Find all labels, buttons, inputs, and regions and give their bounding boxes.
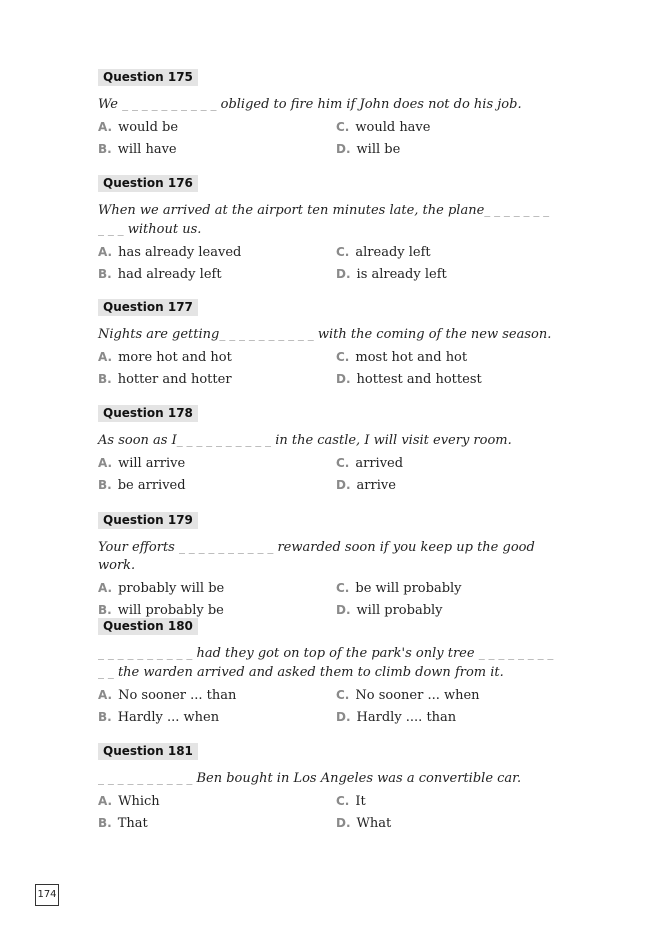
answer-option[interactable]: [98, 792, 160, 811]
option-text: already left: [355, 245, 431, 260]
option-text: It: [355, 794, 366, 809]
option-text: No sooner ... when: [355, 688, 480, 703]
answer-option[interactable]: [336, 792, 366, 811]
answer-option[interactable]: [98, 140, 177, 159]
option-text: will probably: [356, 603, 443, 618]
answer-option[interactable]: [336, 348, 467, 367]
option-text: No sooner ... than: [118, 688, 237, 703]
answer-blank: _ _ _ _ _ _ _ _ _ _: [98, 646, 193, 660]
question-block: [98, 172, 558, 287]
page-number: 174: [35, 884, 59, 906]
option-letter: A.: [98, 794, 113, 808]
question-label: Question 177: [98, 299, 198, 316]
option-text: be will probably: [355, 581, 462, 596]
option-text: will arrive: [118, 456, 186, 471]
option-letter: C.: [336, 581, 350, 595]
answer-option[interactable]: [336, 370, 482, 389]
answer-blank: _ _ _ _ _ _ _ _ _ _: [219, 327, 314, 341]
option-letter: D.: [336, 372, 351, 386]
option-text: had already left: [117, 267, 222, 282]
option-text: be arrived: [117, 478, 186, 493]
question-block: [98, 740, 558, 836]
option-text: What: [356, 816, 392, 831]
option-letter: A.: [98, 581, 113, 595]
option-letter: C.: [336, 688, 350, 702]
option-letter: A.: [98, 120, 113, 134]
stem-text: We: [98, 97, 123, 112]
option-text: more hot and hot: [118, 350, 232, 365]
answer-option[interactable]: [336, 814, 391, 833]
stem-text: without us.: [123, 222, 202, 237]
answer-blank: _ _ _ _ _ _ _ _ _ _: [122, 97, 217, 111]
option-text: would have: [355, 120, 431, 135]
answer-option[interactable]: [336, 118, 430, 137]
option-letter: A.: [98, 456, 113, 470]
option-text: Hardly .... than: [356, 710, 457, 725]
question-stem: [98, 538, 558, 575]
answer-options: [98, 686, 558, 730]
answer-option[interactable]: [98, 243, 241, 262]
option-letter: B.: [98, 478, 112, 492]
option-letter: D.: [336, 478, 351, 492]
question-stem: [98, 325, 558, 344]
stem-text: rewarded soon if you keep up the good work.: [98, 540, 535, 573]
stem-text: When we arrived at the airport ten minutes late, the plane: [98, 203, 485, 218]
stem-text: obliged to fire him if John does not do his job.: [216, 97, 522, 112]
question-label: Question 179: [98, 512, 198, 529]
answer-option[interactable]: [98, 476, 186, 495]
answer-option[interactable]: [336, 476, 396, 495]
question-stem: [98, 95, 558, 114]
answer-option[interactable]: [98, 686, 236, 705]
answer-options: [98, 348, 558, 392]
option-text: will have: [117, 142, 177, 157]
option-letter: A.: [98, 245, 113, 259]
answer-options: [98, 118, 558, 162]
answer-blank: _ _ _ _ _ _ _ _ _ _: [176, 433, 272, 447]
answer-option[interactable]: [336, 243, 431, 262]
question-stem: [98, 201, 558, 239]
option-text: Hardly ... when: [117, 710, 220, 725]
stem-text: Your efforts: [98, 540, 179, 555]
answer-option[interactable]: [98, 265, 222, 284]
stem-text: with the coming of the new season.: [313, 327, 552, 342]
option-letter: B.: [98, 372, 112, 386]
option-text: will probably be: [117, 603, 224, 618]
answer-blank: _ _ _ _ _ _ _ _ _ _: [178, 540, 274, 554]
option-letter: B.: [98, 267, 112, 281]
option-letter: C.: [336, 456, 350, 470]
stem-text: in the castle, I will visit every room.: [271, 433, 512, 448]
option-text: will be: [356, 142, 401, 157]
question-stem: [98, 431, 558, 450]
answer-option[interactable]: [98, 348, 232, 367]
answer-option[interactable]: [98, 454, 185, 473]
option-letter: B.: [98, 142, 112, 156]
question-block: [98, 296, 558, 392]
answer-option[interactable]: [336, 708, 456, 727]
option-letter: B.: [98, 603, 112, 617]
option-letter: B.: [98, 816, 112, 830]
answer-option[interactable]: [98, 814, 148, 833]
answer-options: [98, 243, 558, 287]
question-label: Question 181: [98, 743, 198, 760]
answer-options: [98, 792, 558, 836]
option-text: is already left: [356, 267, 447, 282]
stem-text: had they got on top of the park's only tree: [192, 646, 479, 661]
option-letter: D.: [336, 710, 351, 724]
option-text: hottest and hottest: [356, 372, 482, 387]
question-block: [98, 615, 558, 730]
question-label: Question 180: [98, 618, 198, 635]
option-letter: A.: [98, 350, 113, 364]
answer-option[interactable]: [98, 370, 232, 389]
answer-option[interactable]: [336, 454, 403, 473]
option-letter: C.: [336, 794, 350, 808]
answer-option[interactable]: [336, 579, 462, 598]
option-text: arrived: [355, 456, 404, 471]
option-text: hotter and hotter: [117, 372, 232, 387]
question-label: Question 178: [98, 405, 198, 422]
stem-text: Nights are getting: [98, 327, 220, 342]
answer-blank: _ _ _ _ _ _ _ _ _ _: [98, 646, 554, 679]
question-label: Question 176: [98, 175, 198, 192]
answer-options: [98, 454, 558, 498]
answer-blank: _ _ _ _ _ _ _ _ _ _: [98, 203, 550, 236]
answer-option[interactable]: [336, 140, 400, 159]
stem-text: the warden arrived and asked them to climb down from it.: [113, 665, 504, 680]
answer-option[interactable]: [98, 708, 219, 727]
option-text: would be: [118, 120, 179, 135]
stem-text: Ben bought in Los Angeles was a convertible car.: [192, 771, 522, 786]
option-letter: D.: [336, 816, 351, 830]
option-letter: D.: [336, 267, 351, 281]
answer-option[interactable]: [98, 579, 224, 598]
answer-blank: _ _ _ _ _ _ _ _ _ _: [98, 771, 193, 785]
option-text: most hot and hot: [355, 350, 468, 365]
answer-option[interactable]: [98, 118, 178, 137]
option-text: That: [117, 816, 148, 831]
answer-option[interactable]: [336, 686, 480, 705]
option-letter: A.: [98, 688, 113, 702]
question-block: [98, 66, 558, 162]
option-letter: C.: [336, 350, 350, 364]
question-stem: [98, 644, 558, 682]
option-text: has already leaved: [118, 245, 242, 260]
answer-option[interactable]: [336, 265, 447, 284]
option-letter: D.: [336, 142, 351, 156]
question-stem: [98, 769, 558, 788]
option-letter: C.: [336, 245, 350, 259]
option-letter: C.: [336, 120, 350, 134]
question-label: Question 175: [98, 69, 198, 86]
option-text: arrive: [356, 478, 396, 493]
option-letter: B.: [98, 710, 112, 724]
option-letter: D.: [336, 603, 351, 617]
option-text: Which: [118, 794, 160, 809]
stem-text: As soon as I: [98, 433, 177, 448]
option-text: probably will be: [118, 581, 225, 596]
question-block: [98, 402, 558, 498]
question-block: [98, 509, 558, 623]
